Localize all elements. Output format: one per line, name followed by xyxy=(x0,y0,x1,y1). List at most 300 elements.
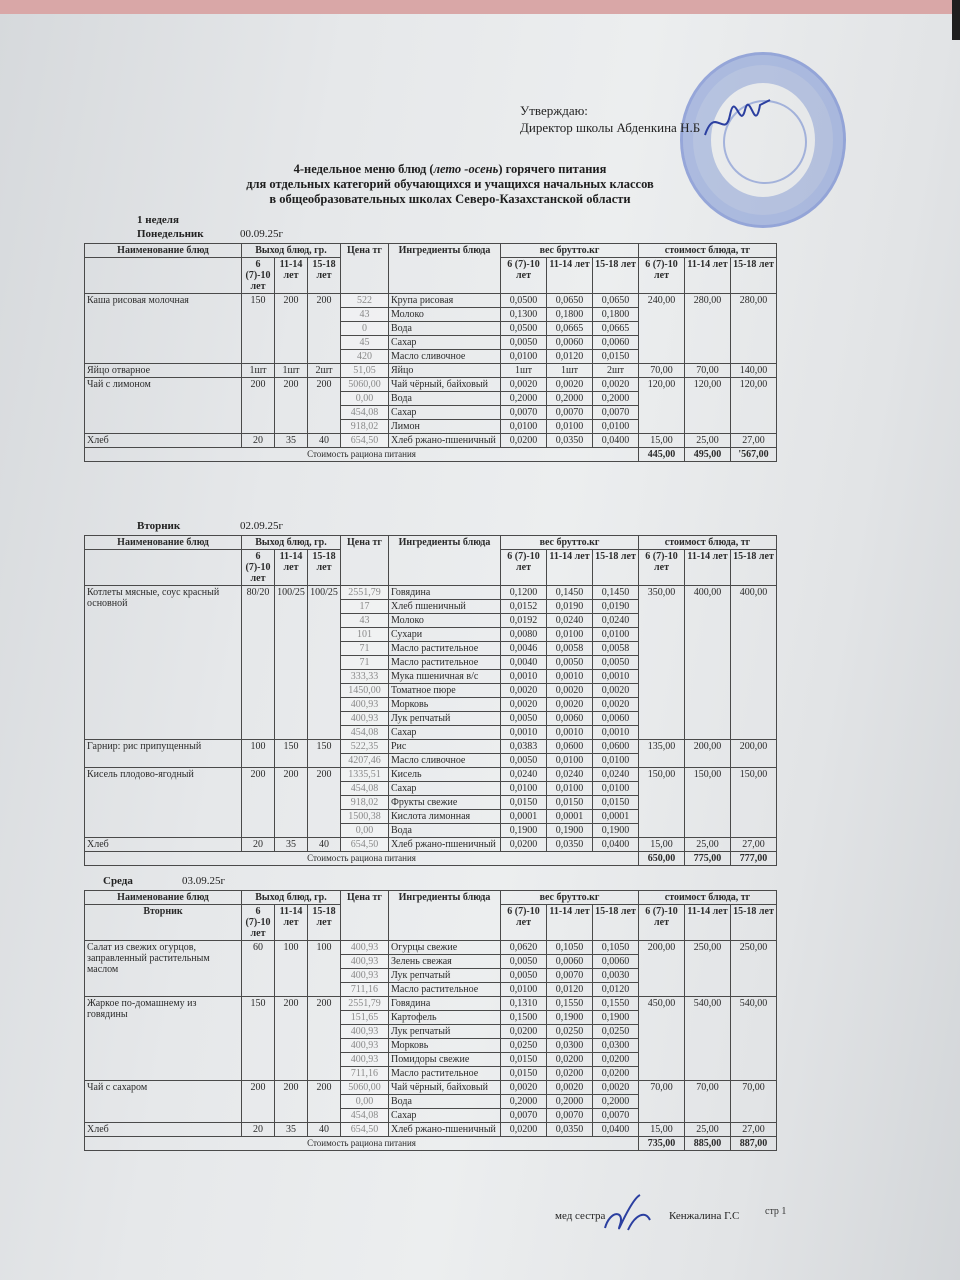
ingredient-weight: 0,0020 xyxy=(593,698,639,712)
header-ingredients: Ингредиенты блюда xyxy=(389,536,501,586)
ingredient-weight: 0,0350 xyxy=(547,434,593,448)
header-row xyxy=(85,536,777,550)
ingredient-weight: 0,0010 xyxy=(547,726,593,740)
ingredient-weight: 1шт xyxy=(547,364,593,378)
dish-cost: 120,00 xyxy=(731,378,777,434)
ingredient-weight: 0,0010 xyxy=(547,670,593,684)
day-label: Вторник xyxy=(137,520,181,532)
ingredient-weight: 0,0150 xyxy=(593,350,639,364)
ingredient-weight: 0,0200 xyxy=(547,1053,593,1067)
ingredient-name: Масло растительное xyxy=(389,656,501,670)
ingredient-weight: 0,0383 xyxy=(501,740,547,754)
dish-name: Кисель плодово-ягодный xyxy=(85,768,242,838)
ingredient-price: 918,02 xyxy=(341,420,389,434)
dish-output: 100/25 xyxy=(308,586,341,740)
dish-name: Жаркое по-домашнему из говядины xyxy=(85,997,242,1081)
total-cost: 445,00 xyxy=(639,448,685,462)
header-age: 11-14 лет xyxy=(547,258,593,294)
dish-cost: 70,00 xyxy=(639,1081,685,1123)
dish-name: Хлеб xyxy=(85,838,242,852)
header-age: 6 (7)-10 лет xyxy=(639,258,685,294)
ingredient-price: 71 xyxy=(341,656,389,670)
ingredient-price: 654,50 xyxy=(341,838,389,852)
ingredient-name: Картофель xyxy=(389,1011,501,1025)
ingredient-name: Морковь xyxy=(389,1039,501,1053)
dish-output: 2шт xyxy=(308,364,341,378)
header-output: Выход блюд, гр. xyxy=(242,891,341,905)
ingredient-price: 151,65 xyxy=(341,1011,389,1025)
header-age: 15-18 лет xyxy=(731,905,777,941)
dish-cost: 70,00 xyxy=(685,1081,731,1123)
table-row xyxy=(85,768,777,782)
table-row xyxy=(85,434,777,448)
ingredient-weight: 0,0050 xyxy=(547,656,593,670)
header-dish-sub xyxy=(85,258,242,294)
ingredient-weight: 0,0300 xyxy=(547,1039,593,1053)
header-cost: стоимост блюда, тг xyxy=(639,244,777,258)
dish-name: Яйцо отварное xyxy=(85,364,242,378)
header-price: Цена тг xyxy=(341,536,389,586)
ingredient-weight: 0,1300 xyxy=(501,308,547,322)
ingredient-weight: 0,0020 xyxy=(593,1081,639,1095)
ingredient-weight: 0,0100 xyxy=(593,754,639,768)
ingredient-name: Крупа рисовая xyxy=(389,294,501,308)
ingredient-price: 71 xyxy=(341,642,389,656)
ingredient-weight: 0,0046 xyxy=(501,642,547,656)
ingredient-weight: 0,0650 xyxy=(547,294,593,308)
dish-output: 200 xyxy=(275,378,308,434)
ingredient-weight: 0,0070 xyxy=(593,406,639,420)
ingredient-weight: 0,0050 xyxy=(593,656,639,670)
ingredient-weight: 0,0500 xyxy=(501,322,547,336)
ingredient-weight: 0,0200 xyxy=(501,434,547,448)
ingredient-weight: 0,0665 xyxy=(547,322,593,336)
dish-cost: 70,00 xyxy=(685,364,731,378)
dish-cost: 70,00 xyxy=(731,1081,777,1123)
ingredient-weight: 0,0100 xyxy=(593,628,639,642)
total-cost: '567,00 xyxy=(731,448,777,462)
ingredient-weight: 0,0010 xyxy=(501,670,547,684)
header-age: 11-14 лет xyxy=(275,905,308,941)
ingredient-weight: 0,0100 xyxy=(501,782,547,796)
ingredient-weight: 1шт xyxy=(501,364,547,378)
dish-cost: 200,00 xyxy=(731,740,777,768)
dish-output: 20 xyxy=(242,434,275,448)
dish-output: 35 xyxy=(275,1123,308,1137)
ingredient-weight: 0,0010 xyxy=(593,670,639,684)
ingredient-name: Говядина xyxy=(389,997,501,1011)
dish-output: 150 xyxy=(275,740,308,768)
ingredient-price: 4207,46 xyxy=(341,754,389,768)
ingredient-name: Говядина xyxy=(389,586,501,600)
dish-cost: 350,00 xyxy=(639,586,685,740)
ingredient-price: 522,35 xyxy=(341,740,389,754)
header-weight: вес брутто.кг xyxy=(501,244,639,258)
dish-name: Чай с лимоном xyxy=(85,378,242,434)
header-ingredients: Ингредиенты блюда xyxy=(389,244,501,294)
dish-cost: 15,00 xyxy=(639,838,685,852)
dish-cost: 250,00 xyxy=(731,941,777,997)
table-row xyxy=(85,997,777,1011)
header-age: 11-14 лет xyxy=(685,905,731,941)
ingredient-weight: 0,0400 xyxy=(593,1123,639,1137)
dish-cost: 540,00 xyxy=(731,997,777,1081)
ingredient-price: 400,93 xyxy=(341,941,389,955)
ingredient-weight: 0,0100 xyxy=(501,420,547,434)
ingredient-weight: 0,0100 xyxy=(547,420,593,434)
ingredient-name: Зелень свежая xyxy=(389,955,501,969)
header-age: 15-18 лет xyxy=(308,550,341,586)
ingredient-weight: 0,1450 xyxy=(547,586,593,600)
ingredient-price: 45 xyxy=(341,336,389,350)
ingredient-name: Вода xyxy=(389,824,501,838)
ingredient-name: Яйцо xyxy=(389,364,501,378)
total-label: Стоимость рациона питания xyxy=(85,1137,639,1151)
header-age: 15-18 лет xyxy=(593,550,639,586)
table-row xyxy=(85,586,777,600)
dish-cost: 400,00 xyxy=(685,586,731,740)
header-price: Цена тг xyxy=(341,891,389,941)
day-date: 03.09.25г xyxy=(182,875,226,887)
ingredient-name: Мука пшеничная в/с xyxy=(389,670,501,684)
ingredient-price: 400,93 xyxy=(341,1053,389,1067)
ingredient-weight: 0,1450 xyxy=(593,586,639,600)
title-line3: в общеобразовательных школах Северо-Казахстанской области xyxy=(269,192,631,206)
dish-output: 40 xyxy=(308,838,341,852)
ingredient-weight: 0,0080 xyxy=(501,628,547,642)
dish-output: 200 xyxy=(275,1081,308,1123)
table-row xyxy=(85,941,777,955)
ingredient-name: Масло растительное xyxy=(389,1067,501,1081)
ingredient-price: 1335,51 xyxy=(341,768,389,782)
ingredient-weight: 0,0150 xyxy=(547,796,593,810)
ingredient-name: Чай чёрный, байховый xyxy=(389,1081,501,1095)
ingredient-weight: 0,1550 xyxy=(593,997,639,1011)
ingredient-weight: 0,0070 xyxy=(501,406,547,420)
ingredient-weight: 0,0020 xyxy=(547,1081,593,1095)
ingredient-name: Молоко xyxy=(389,308,501,322)
ingredient-weight: 0,0020 xyxy=(593,378,639,392)
ingredient-weight: 0,0030 xyxy=(593,969,639,983)
header-age: 15-18 лет xyxy=(308,258,341,294)
table-row xyxy=(85,1081,777,1095)
ingredient-weight: 0,1050 xyxy=(547,941,593,955)
ingredient-weight: 0,0200 xyxy=(593,1067,639,1081)
total-cost: 650,00 xyxy=(639,852,685,866)
ingredient-name: Помидоры свежие xyxy=(389,1053,501,1067)
ingredient-price: 43 xyxy=(341,308,389,322)
total-cost: 887,00 xyxy=(731,1137,777,1151)
ingredient-price: 400,93 xyxy=(341,955,389,969)
dish-cost: 450,00 xyxy=(639,997,685,1081)
ingredient-weight: 0,0020 xyxy=(547,698,593,712)
ingredient-weight: 0,0100 xyxy=(501,983,547,997)
ingredient-weight: 0,1050 xyxy=(593,941,639,955)
ingredient-price: 0,00 xyxy=(341,824,389,838)
total-cost: 735,00 xyxy=(639,1137,685,1151)
total-row xyxy=(85,852,777,866)
dish-name: Гарнир: рис припущенный xyxy=(85,740,242,768)
dish-cost: 200,00 xyxy=(685,740,731,768)
ingredient-price: 5060,00 xyxy=(341,1081,389,1095)
dish-cost: 140,00 xyxy=(731,364,777,378)
header-age: 11-14 лет xyxy=(685,258,731,294)
dish-cost: 400,00 xyxy=(731,586,777,740)
day-date: 02.09.25г xyxy=(240,520,284,532)
day-label: Понедельник xyxy=(137,228,204,240)
ingredient-price: 0,00 xyxy=(341,392,389,406)
ingredient-weight: 0,0070 xyxy=(501,1109,547,1123)
menu-table xyxy=(84,890,777,1151)
ingredient-weight: 0,0190 xyxy=(593,600,639,614)
dish-output: 40 xyxy=(308,434,341,448)
ingredient-weight: 0,0020 xyxy=(501,698,547,712)
dish-output: 200 xyxy=(275,294,308,364)
ingredient-weight: 0,0060 xyxy=(593,955,639,969)
ingredient-weight: 0,0240 xyxy=(547,768,593,782)
ingredient-weight: 0,1550 xyxy=(547,997,593,1011)
title-line2: для отдельных категорий обучающихся и учащихся начальных классов xyxy=(246,177,654,191)
ingredient-price: 400,93 xyxy=(341,712,389,726)
dish-output: 200 xyxy=(308,294,341,364)
header-age: 15-18 лет xyxy=(308,905,341,941)
week-label: 1 неделя xyxy=(137,214,179,226)
ingredient-name: Хлеб ржано-пшеничный xyxy=(389,434,501,448)
dish-cost: 135,00 xyxy=(639,740,685,768)
ingredient-weight: 0,0100 xyxy=(593,420,639,434)
background-paper-edge xyxy=(0,0,960,14)
dish-output: 80/20 xyxy=(242,586,275,740)
document-title xyxy=(200,162,700,207)
ingredient-weight: 0,0240 xyxy=(593,614,639,628)
dish-output: 1шт xyxy=(275,364,308,378)
ingredient-weight: 0,1500 xyxy=(501,1011,547,1025)
dish-output: 20 xyxy=(242,838,275,852)
ingredient-weight: 0,0250 xyxy=(501,1039,547,1053)
ingredient-weight: 0,0200 xyxy=(501,1123,547,1137)
header-age: 6 (7)-10 лет xyxy=(639,550,685,586)
ingredient-name: Сахар xyxy=(389,1109,501,1123)
title-part-a: 4-недельное меню блюд ( xyxy=(293,162,434,176)
ingredient-weight: 0,1800 xyxy=(547,308,593,322)
dish-name: Хлеб xyxy=(85,1123,242,1137)
dish-output: 60 xyxy=(242,941,275,997)
dish-name: Чай с сахаром xyxy=(85,1081,242,1123)
ingredient-weight: 0,0070 xyxy=(547,969,593,983)
ingredient-weight: 0,0200 xyxy=(547,1067,593,1081)
ingredient-name: Кислота лимонная xyxy=(389,810,501,824)
ingredient-weight: 0,0010 xyxy=(593,726,639,740)
ingredient-name: Масло сливочное xyxy=(389,754,501,768)
ingredient-weight: 0,0001 xyxy=(593,810,639,824)
ingredient-weight: 0,1900 xyxy=(593,824,639,838)
ingredient-weight: 0,2000 xyxy=(547,1095,593,1109)
dish-output: 200 xyxy=(308,768,341,838)
header-weight: вес брутто.кг xyxy=(501,536,639,550)
table-row xyxy=(85,838,777,852)
ingredient-weight: 0,0050 xyxy=(501,754,547,768)
dish-name: Каша рисовая молочная xyxy=(85,294,242,364)
ingredient-name: Сахар xyxy=(389,726,501,740)
ingredient-weight: 0,0250 xyxy=(593,1025,639,1039)
ingredient-price: 2551,79 xyxy=(341,586,389,600)
ingredient-weight: 0,2000 xyxy=(547,392,593,406)
ingredient-weight: 0,0060 xyxy=(547,955,593,969)
dish-output: 200 xyxy=(275,997,308,1081)
ingredient-weight: 0,1800 xyxy=(593,308,639,322)
ingredient-price: 400,93 xyxy=(341,1025,389,1039)
ingredient-name: Рис xyxy=(389,740,501,754)
ingredient-weight: 0,2000 xyxy=(501,392,547,406)
ingredient-weight: 0,0050 xyxy=(501,712,547,726)
ingredient-weight: 0,0240 xyxy=(593,768,639,782)
ingredient-price: 43 xyxy=(341,614,389,628)
header-dish: Наименование блюд xyxy=(85,536,242,550)
ingredient-price: 333,33 xyxy=(341,670,389,684)
dish-output: 200 xyxy=(308,378,341,434)
ingredient-weight: 0,0200 xyxy=(501,838,547,852)
ingredient-weight: 0,0200 xyxy=(593,1053,639,1067)
ingredient-weight: 0,0300 xyxy=(593,1039,639,1053)
total-cost: 777,00 xyxy=(731,852,777,866)
ingredient-weight: 0,0600 xyxy=(547,740,593,754)
dish-cost: 120,00 xyxy=(685,378,731,434)
ingredient-weight: 0,0100 xyxy=(547,782,593,796)
ingredient-weight: 0,1200 xyxy=(501,586,547,600)
ingredient-weight: 0,1310 xyxy=(501,997,547,1011)
ingredient-weight: 0,1900 xyxy=(547,1011,593,1025)
ingredient-weight: 0,0050 xyxy=(501,969,547,983)
ingredient-price: 918,02 xyxy=(341,796,389,810)
nurse-name: Кенжалина Г.С xyxy=(668,1210,740,1222)
ingredient-weight: 0,0060 xyxy=(547,336,593,350)
ingredient-name: Лук репчатый xyxy=(389,712,501,726)
ingredient-weight: 0,0058 xyxy=(547,642,593,656)
header-age: 6 (7)-10 лет xyxy=(501,905,547,941)
header-age: 6 (7)-10 лет xyxy=(242,905,275,941)
dish-cost: 280,00 xyxy=(731,294,777,364)
ingredient-name: Лук репчатый xyxy=(389,969,501,983)
ingredient-weight: 0,0350 xyxy=(547,1123,593,1137)
header-dish-sub: Вторник xyxy=(85,905,242,941)
table-row xyxy=(85,1123,777,1137)
ingredient-weight: 0,0150 xyxy=(501,796,547,810)
day-label: Среда xyxy=(103,875,133,887)
ingredient-weight: 0,0100 xyxy=(547,754,593,768)
ingredient-price: 0,00 xyxy=(341,1095,389,1109)
ingredient-weight: 0,0020 xyxy=(547,378,593,392)
ingredient-weight: 0,0400 xyxy=(593,434,639,448)
ingredient-weight: 0,0150 xyxy=(501,1053,547,1067)
ingredient-price: 454,08 xyxy=(341,726,389,740)
background-edge-dark xyxy=(952,0,960,40)
ingredient-price: 400,93 xyxy=(341,969,389,983)
header-output: Выход блюд, гр. xyxy=(242,244,341,258)
ingredient-price: 5060,00 xyxy=(341,378,389,392)
ingredient-weight: 0,0190 xyxy=(547,600,593,614)
dish-output: 200 xyxy=(308,997,341,1081)
director-signature-icon xyxy=(700,95,780,145)
ingredient-name: Вода xyxy=(389,392,501,406)
ingredient-weight: 0,0070 xyxy=(547,406,593,420)
ingredient-weight: 0,0100 xyxy=(547,628,593,642)
dish-cost: 120,00 xyxy=(639,378,685,434)
ingredient-name: Кисель xyxy=(389,768,501,782)
ingredient-name: Фрукты свежие xyxy=(389,796,501,810)
dish-output: 200 xyxy=(275,768,308,838)
ingredient-name: Вода xyxy=(389,322,501,336)
ingredient-name: Лимон xyxy=(389,420,501,434)
total-cost: 775,00 xyxy=(685,852,731,866)
ingredient-weight: 0,0120 xyxy=(547,350,593,364)
ingredient-price: 400,93 xyxy=(341,698,389,712)
menu-table xyxy=(84,243,777,462)
title-part-b: ) горячего питания xyxy=(498,162,607,176)
ingredient-weight: 0,1900 xyxy=(501,824,547,838)
dish-cost: 200,00 xyxy=(639,941,685,997)
header-age: 6 (7)-10 лет xyxy=(501,258,547,294)
dish-cost: 150,00 xyxy=(639,768,685,838)
ingredient-weight: 0,0020 xyxy=(593,684,639,698)
ingredient-weight: 0,0060 xyxy=(593,336,639,350)
header-output: Выход блюд, гр. xyxy=(242,536,341,550)
ingredient-weight: 0,0050 xyxy=(501,336,547,350)
ingredient-weight: 0,0600 xyxy=(593,740,639,754)
dish-output: 100/25 xyxy=(275,586,308,740)
ingredient-weight: 0,0100 xyxy=(501,350,547,364)
ingredient-weight: 0,0192 xyxy=(501,614,547,628)
ingredient-weight: 0,0100 xyxy=(593,782,639,796)
header-age: 6 (7)-10 лет xyxy=(501,550,547,586)
dish-output: 35 xyxy=(275,838,308,852)
ingredient-weight: 0,0120 xyxy=(593,983,639,997)
dish-output: 20 xyxy=(242,1123,275,1137)
header-dish: Наименование блюд xyxy=(85,244,242,258)
ingredient-weight: 0,2000 xyxy=(501,1095,547,1109)
dish-output: 100 xyxy=(275,941,308,997)
dish-cost: 150,00 xyxy=(731,768,777,838)
table-row xyxy=(85,378,777,392)
dish-cost: 15,00 xyxy=(639,434,685,448)
dish-cost: 150,00 xyxy=(685,768,731,838)
dish-name: Котлеты мясные, соус красный основной xyxy=(85,586,242,740)
header-row xyxy=(85,244,777,258)
header-age: 6 (7)-10 лет xyxy=(242,550,275,586)
dish-output: 40 xyxy=(308,1123,341,1137)
ingredient-weight: 0,0620 xyxy=(501,941,547,955)
header-age: 15-18 лет xyxy=(593,905,639,941)
ingredient-weight: 0,0120 xyxy=(547,983,593,997)
title-season: лето -осень xyxy=(433,162,499,176)
header-age: 15-18 лет xyxy=(731,258,777,294)
dish-cost: 250,00 xyxy=(685,941,731,997)
ingredient-weight: 0,0070 xyxy=(547,1109,593,1123)
ingredient-price: 0 xyxy=(341,322,389,336)
ingredient-weight: 0,0058 xyxy=(593,642,639,656)
approval-line2: Директор школы Абденкина Н.Б xyxy=(520,120,701,135)
page-number: стр 1 xyxy=(765,1206,787,1217)
dish-cost: 70,00 xyxy=(639,364,685,378)
table-row xyxy=(85,740,777,754)
ingredient-price: 654,50 xyxy=(341,434,389,448)
ingredient-weight: 0,0152 xyxy=(501,600,547,614)
ingredient-weight: 0,1900 xyxy=(593,1011,639,1025)
dish-cost: 240,00 xyxy=(639,294,685,364)
dish-output: 200 xyxy=(308,1081,341,1123)
ingredient-name: Сахар xyxy=(389,336,501,350)
ingredient-price: 654,50 xyxy=(341,1123,389,1137)
total-row xyxy=(85,1137,777,1151)
